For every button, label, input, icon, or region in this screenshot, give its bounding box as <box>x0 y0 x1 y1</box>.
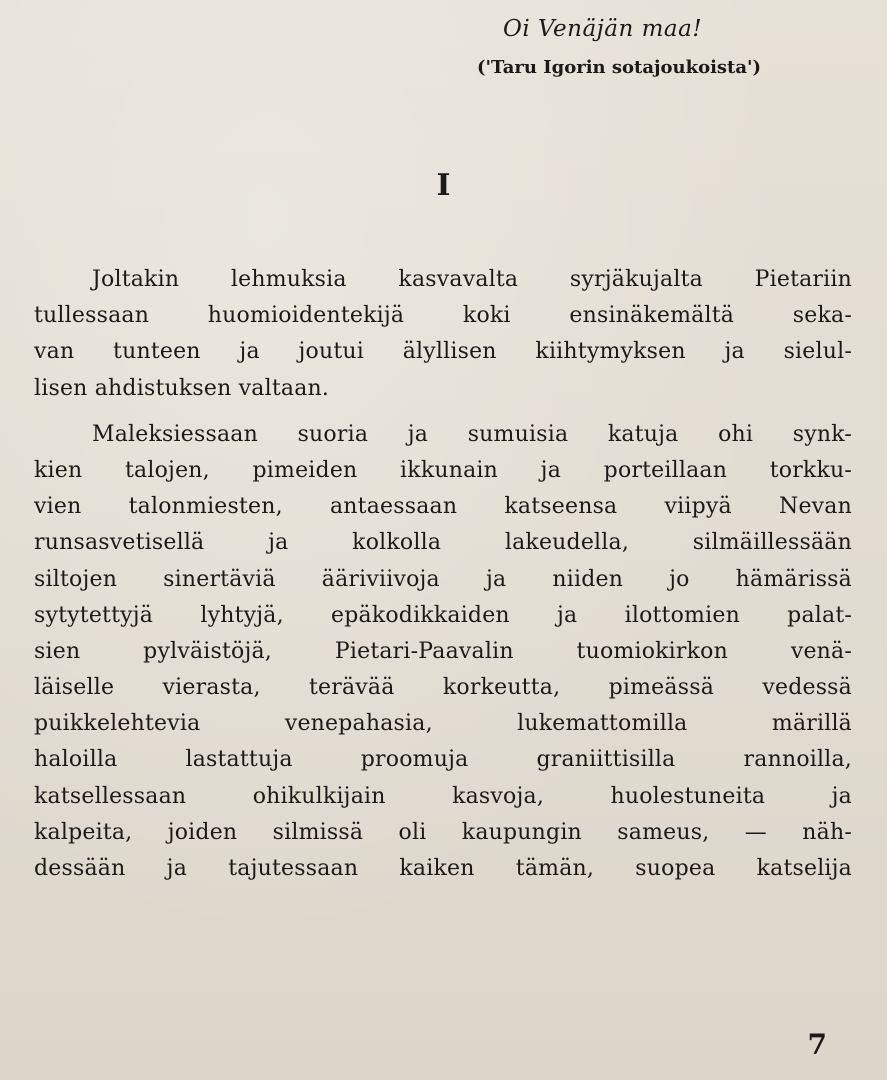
paragraph-2 <box>34 417 852 887</box>
text-line: kien talojen, pimeiden ikkunain ja porteillaan torkku- <box>34 457 852 483</box>
epigraph-quote: Oi Venäjän maa! <box>503 16 703 42</box>
text-line: vien talonmiesten, antaessaan katseensa viipyä Nevan <box>34 494 852 520</box>
epigraph-source: ('Taru Igorin sotajoukoista') <box>477 57 762 78</box>
text-line: siltojen sinertäviä ääriviivoja ja niiden jo hämärissä <box>34 566 852 592</box>
text-line: haloilla lastattuja proomuja graniittisilla rannoilla, <box>34 747 852 773</box>
text-line: sytytettyjä lyhtyjä, epäkodikkaiden ja ilottomien palat- <box>34 602 852 628</box>
text-line: dessään ja tajutessaan kaiken tämän, suopea katselija <box>34 856 852 881</box>
text-line: katsellessaan ohikulkijain kasvoja, huolestuneita ja <box>34 783 852 809</box>
paragraph-1 <box>34 262 852 407</box>
page-number: 7 <box>807 1028 827 1061</box>
text-line: tullessaan huomioidentekijä koki ensinäkemältä seka- <box>34 303 852 329</box>
text-line: sien pylväistöjä, Pietari-Paavalin tuomiokirkon venä- <box>34 638 852 664</box>
text-line: Maleksiessaan suoria ja sumuisia katuja ohi synk- <box>92 421 852 447</box>
epigraph <box>477 14 857 82</box>
text-line: lisen ahdistuksen valtaan. <box>34 375 330 401</box>
text-line: kalpeita, joiden silmissä oli kaupungin sameus, — näh- <box>34 819 852 845</box>
paragraph-gap <box>34 407 852 417</box>
text-line: puikkelehtevia venepahasia, lukemattomilla märillä <box>34 711 852 737</box>
text-line: van tunteen ja joutui älyllisen kiihtymyksen ja sielul- <box>34 339 852 365</box>
text-line: Joltakin lehmuksia kasvavalta syrjäkujalta Pietariin <box>92 267 852 292</box>
text-line: runsasvetisellä ja kolkolla lakeudella, silmäillessään <box>34 530 852 556</box>
body-text <box>34 262 852 887</box>
chapter-number: I <box>436 168 451 203</box>
text-line: läiselle vierasta, terävää korkeutta, pimeässä vedessä <box>34 675 852 701</box>
